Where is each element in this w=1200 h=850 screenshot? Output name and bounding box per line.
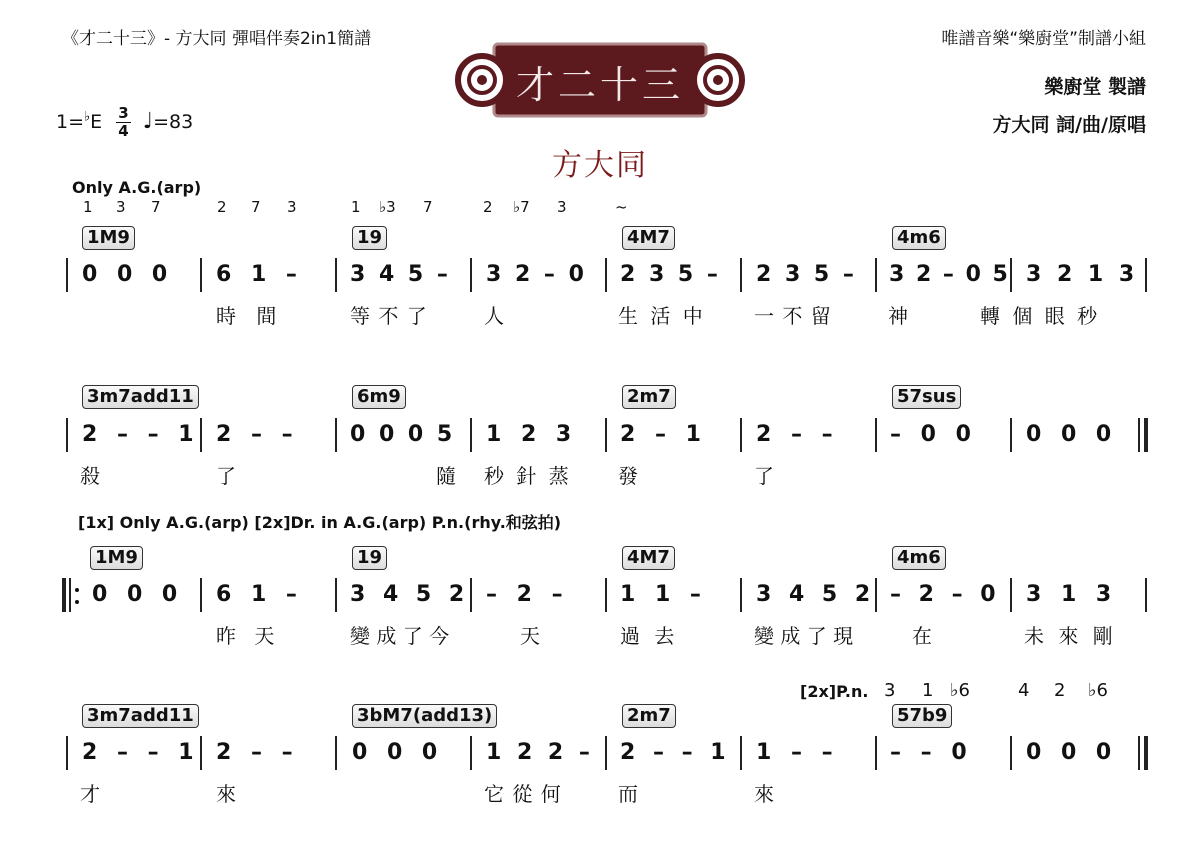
arp-note: ♭3 [379,198,396,216]
measure-notes: 3 4 5 2 [350,582,465,607]
measure-notes: 0 0 0 [1026,422,1112,447]
chord-label: 4M7 [622,226,675,250]
chord-label: 2m7 [622,704,676,728]
arp-note: ♭7 [513,198,530,216]
lyric-text: 秒 針 蒸 [484,464,569,488]
measure-notes: 2 – – 1 [82,740,194,765]
barline [1010,418,1012,452]
header-left-title: 《才二十三》- 方大同 彈唱伴奏2in1簡譜 [62,29,372,49]
arp-note: 2 [217,198,227,216]
barline [740,418,742,452]
pn-label: [2x]P.n. [800,682,869,701]
barline [335,258,337,292]
arp-note: 7 [251,198,261,216]
arp-note: 3 [287,198,297,216]
section1-label: Only A.G.(arp) [72,178,202,197]
barline [1010,736,1012,770]
key-prefix: 1= [56,111,85,133]
repeat-dot [75,600,79,604]
chord-label: 57sus [892,385,961,409]
barline [1010,258,1012,292]
barline [200,418,202,452]
measure-notes: 3 2 – 0 5 [889,262,1008,287]
lyric-text: 它 從 何 [484,782,561,806]
measure-notes: 2 – – [756,422,833,447]
lyric-text: 殺 [80,464,100,488]
tempo-note-icon: ♩ [142,109,154,134]
barline [605,736,607,770]
header-right-title: 唯譜音樂“樂廚堂”制譜小組 [941,29,1146,49]
barline [470,736,472,770]
measure-notes: 2 – – [216,740,293,765]
barline [1145,578,1147,612]
barline [335,736,337,770]
measure-notes: 1 2 2 – [486,740,590,765]
measure-notes: 6 1 – [216,262,297,287]
lyric-text: 隨 [436,464,456,488]
pn-note: 1 [922,680,934,701]
lyric-text: 了 [216,464,236,488]
measure-notes: 2 3 5 – [756,262,854,287]
measure-notes: 2 – – 1 [82,422,194,447]
pn-note: ♭6 [1088,680,1108,701]
barline [200,578,202,612]
key-signature [56,105,193,140]
chord-label: 19 [352,226,387,250]
lyric-text: 天 [520,624,540,648]
arp-note: 2 [483,198,493,216]
measure-notes: 3 2 1 3 [1026,262,1135,287]
pn-note: ♭6 [950,680,970,701]
chord-label: 4M7 [622,546,675,570]
measure-notes: 1 – – [756,740,833,765]
lyric-text: 神 [888,304,908,328]
measure-notes: 2 3 5 – [620,262,718,287]
chord-label: 2m7 [622,385,676,409]
lyric-text: 生 活 中 [618,304,703,328]
chord-label: 4m6 [892,226,946,250]
lyric-text: 昨 天 [216,624,275,648]
lyric-text: 轉 個 眼 秒 [980,304,1098,328]
measure-notes: 3 4 5 2 [756,582,871,607]
lyric-text: 過 去 [620,624,675,648]
time-signature [116,105,130,140]
repeat-dot [75,588,79,592]
arp-note: ~ [615,198,628,216]
chord-label: 1M9 [82,226,135,250]
final-barline [1144,418,1148,452]
measure-notes: 2 – 1 [620,422,701,447]
lyric-text: 變 成 了 現 [754,624,854,648]
arp-note: 7 [151,198,161,216]
barline [1145,258,1147,292]
lyric-text: 才 [80,782,100,806]
measure-notes: 0 0 0 [352,740,438,765]
chord-label: 57b9 [892,704,952,728]
lyric-text: 而 [618,782,638,806]
flat-sign: ♭ [84,109,91,125]
artist-name: 方大同 [552,148,648,183]
barline [605,578,607,612]
final-barline [1138,418,1140,452]
barline [66,736,68,770]
measure-notes: 0 0 0 [1026,740,1112,765]
barline [470,418,472,452]
repeat-start-barline [62,578,66,612]
measure-notes: 0 0 0 5 [350,422,453,447]
measure-notes: – 0 0 [890,422,971,447]
lyric-text: 了 [754,464,774,488]
credit-composer: 方大同 詞/曲/原唱 [992,114,1146,136]
final-barline [1144,736,1148,770]
tempo: =83 [153,111,194,133]
barline [740,736,742,770]
arp-note: 1 [83,198,93,216]
pn-note: 4 [1018,680,1030,701]
barline [200,258,202,292]
measure-notes: 1 2 3 [486,422,572,447]
barline [875,418,877,452]
barline [875,578,877,612]
chord-label: 19 [352,546,387,570]
lyric-text: 變 成 了 今 [350,624,450,648]
barline [470,258,472,292]
arp-note: 3 [557,198,567,216]
pn-note: 3 [884,680,896,701]
barline [740,258,742,292]
pn-note: 2 [1054,680,1066,701]
measure-notes: 0 0 0 [82,262,168,287]
lyric-text: 等 不 了 [350,304,427,328]
measure-notes: 0 0 0 [92,582,178,607]
measure-notes: 6 1 – [216,582,297,607]
measure-notes: 3 4 5 – [350,262,448,287]
chord-label: 6m9 [352,385,406,409]
repeat-start-barline [69,578,71,612]
lyric-text: 發 [618,464,638,488]
chord-label: 4m6 [892,546,946,570]
barline [470,578,472,612]
barline [740,578,742,612]
measure-notes: 2 – – 1 [620,740,726,765]
section3-label: [1x] Only A.G.(arp) [2x]Dr. in A.G.(arp) P.n.(rhy.和弦拍) [78,513,562,532]
chord-label: 3m7add11 [82,385,199,409]
chord-label: 3bM7(add13) [352,704,497,728]
measure-notes: 3 2 – 0 [486,262,584,287]
time-top: 3 [118,104,129,122]
song-title: 才二十三 [515,63,684,107]
barline [605,258,607,292]
measure-notes: – – 0 [890,740,967,765]
arp-note: 7 [423,198,433,216]
barline [335,418,337,452]
barline [200,736,202,770]
measure-notes: 2 – – [216,422,293,447]
credit-arranger: 樂廚堂 製譜 [1044,76,1146,98]
arp-note: 3 [116,198,126,216]
lyric-text: 人 [484,304,504,328]
lyric-text: 來 [754,782,774,806]
lyric-text: 一 不 留 [754,304,831,328]
chord-label: 1M9 [90,546,143,570]
measure-notes: – 2 – 0 [890,582,996,607]
measure-notes: – 2 – [486,582,563,607]
key-note: E [90,111,103,133]
barline [66,258,68,292]
barline [875,258,877,292]
time-bottom: 4 [118,122,129,140]
final-barline [1138,736,1140,770]
lyric-text: 未 來 剛 [1024,624,1113,648]
lyric-text: 時 間 [216,304,277,328]
barline [875,736,877,770]
barline [335,578,337,612]
measure-notes: 1 1 – [620,582,701,607]
lyric-text: 來 [216,782,236,806]
arp-note: 1 [351,198,361,216]
barline [605,418,607,452]
barline [66,418,68,452]
chord-label: 3m7add11 [82,704,199,728]
title-banner [452,38,748,122]
lyric-text: 在 [912,624,932,648]
barline [1010,578,1012,612]
measure-notes: 3 1 3 [1026,582,1112,607]
